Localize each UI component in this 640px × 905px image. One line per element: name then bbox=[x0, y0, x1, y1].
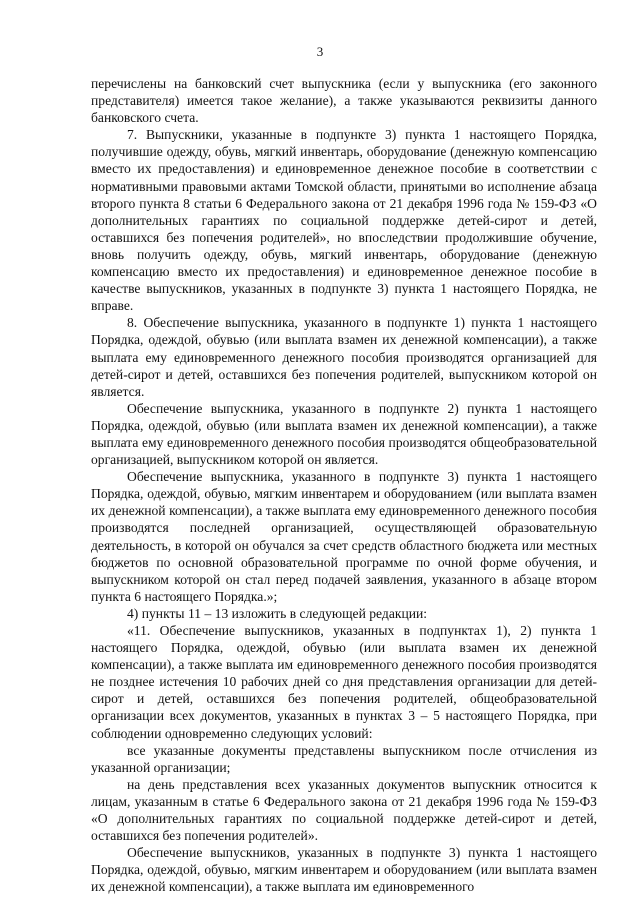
paragraph-10: Обеспечение выпускников, указанных в подпункте 3) пункта 1 настоящего Порядка, одеждой, обувью, мягким инвентарем и оборудованием (или выплата взамен их денежной компенсации), а также выплата им единовременного bbox=[91, 845, 597, 895]
paragraph-4: Обеспечение выпускника, указанного в подпункте 2) пункта 1 настоящего Порядка, одеждой, обувью (или выплата взамен их денежной компенсации), а также выплата ему единовременного денежного пособия производятся общеобразовательной организацией, выпускником которой он является. bbox=[91, 400, 597, 468]
document-body bbox=[91, 75, 597, 896]
paragraph-6: 4) пункты 11 – 13 изложить в следующей редакции: bbox=[127, 605, 428, 621]
paragraph-3: 8. Обеспечение выпускника, указанного в подпункте 1) пункта 1 настоящего Порядка, одеждой, обувью (или выплата взамен их денежной компенсации), а также выплата ему единовременного денежного пособия производятся организацией для детей-сирот и детей, оставшихся без попечения родителей, выпускником которой он является. bbox=[91, 315, 597, 399]
page-number: 3 bbox=[316, 44, 324, 59]
paragraph-7: «11. Обеспечение выпускников, указанных в подпунктах 1), 2) пункта 1 настоящего Порядка, одеждой, обувью (или выплата взамен их денежной компенсации), а также выплата им единовременного денежного пособия производятся не позднее истечения 10 рабочих дней со дня представления организации для детей-сирот и детей, оставшихся без попечения родителей, общеобразовательной организации всех документов, указанных в пунктах 3 – 5 настоящего Порядка, при соблюдении одновременно следующих условий: bbox=[91, 623, 597, 741]
paragraph-2: 7. Выпускники, указанные в подпункте 3) пункта 1 настоящего Порядка, получившие одежду, обувь, мягкий инвентарь, оборудование (денежную компенсацию вместо их предоставления) и единовременное денежное пособие в соответствии с нормативными правовыми актами Томской области, принятыми во исполнение абзаца второго пункта 8 статьи 6 Федерального закона от 21 декабря 1996 года № 159-ФЗ «О дополнительных гарантиях по социальной поддержке детей-сирот и детей, оставшихся без попечения родителей», но впоследствии продолжившие обучение, вновь получить одежду, обувь, мягкий инвентарь, оборудование (денежную компенсацию вместо их предоставления) и единовременное денежное пособие в качестве выпускников, указанных в подпункте 3) пункта 1 настоящего Порядка, не вправе. bbox=[91, 127, 597, 314]
paragraph-8: все указанные документы представлены выпускником после отчисления из указанной организации; bbox=[91, 742, 597, 775]
paragraph-9: на день представления всех указанных документов выпускник относится к лицам, указанным в статье 6 Федерального закона от 21 декабря 1996 года № 159-ФЗ «О дополнительных гарантиях по социальной поддержке детей-сирот и детей, оставшихся без попечения родителей». bbox=[91, 776, 597, 844]
paragraph-1: перечислены на банковский счет выпускника (если у выпускника (его законного представителя) имеется такое желание), а также указываются реквизиты данного банковского счета. bbox=[91, 76, 597, 126]
paragraph-5: Обеспечение выпускника, указанного в подпункте 3) пункта 1 настоящего Порядка, одеждой, обувью, мягким инвентарем и оборудованием (или выплата взамен их денежной компенсации), а также выплата ему единовременного денежного пособия производятся последней организацией, осуществляющей образовательную деятельность, в которой он обучался за счет средств областного бюджета или местных бюджетов по основной образовательной программе по очной форме обучения, и выпускником которой он стал перед подачей заявления, указанного в абзаце втором пункта 6 настоящего Порядка.»; bbox=[91, 469, 597, 604]
